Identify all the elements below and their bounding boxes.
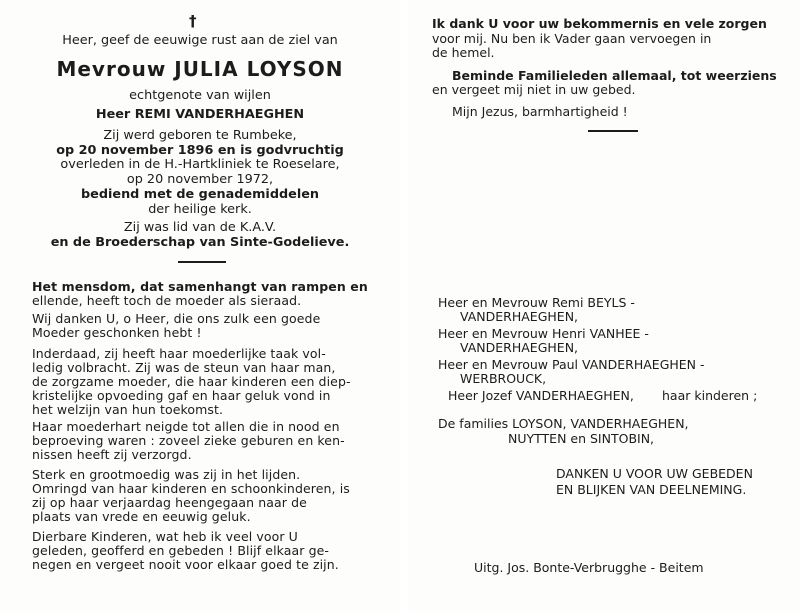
family-line: haar kinderen ; [662,388,758,403]
birth-line: Zij werd geboren te Rumbeke, [103,128,297,143]
birth-line: overleden in de H.-Hartkliniek te Roeselare, [60,157,340,172]
farewell-line: de hemel. [432,45,495,60]
paragraph-line: nissen heeft zij verzorgd. [32,447,192,462]
paragraph-line: beproeving waren : zoveel zieke geburen en ken- [32,433,345,448]
paragraph-line: Het mensdom, dat samenhangt van rampen en [32,279,368,294]
paragraph-line: Dierbare Kinderen, wat heb ik veel voor U [32,529,298,544]
families-line: De families LOYSON, VANDERHAEGHEN, [438,416,689,431]
birth-line: op 20 november 1972, [126,172,274,187]
membership-line: Zij was lid van de K.A.V. [123,220,277,235]
invocation: Mijn Jezus, barmhartigheid ! [452,104,628,119]
family-line: Heer en Mevrouw Henri VANHEE - [438,326,649,341]
paragraph-line: Moeder geschonken hebt ! [32,325,202,340]
family-line: Heer Jozef VANDERHAEGHEN, [448,388,634,403]
right-page [408,0,800,612]
paragraph-line: Inderdaad, zij heeft haar moederlijke taak vol- [32,346,326,361]
family-greeting-line: Beminde Familieleden allemaal, tot weerziens [452,68,777,83]
thanks-line: DANKEN U VOOR UW GEBEDEN [556,466,753,481]
spouse-name: Heer REMI VANDERHAEGHEN [95,107,305,122]
thanks-line: EN BLIJKEN VAN DEELNEMING. [556,482,747,497]
paragraph-line: Omringd van haar kinderen en schoonkinderen, is [32,481,350,496]
family-line: Heer en Mevrouw Paul VANDERHAEGHEN - [438,357,705,372]
paragraph-line: Wij danken U, o Heer, die ons zulk een goede [32,311,321,326]
membership-line: en de Broederschap van Sinte-Godelieve. [50,235,350,250]
deceased-name: Mevrouw JULIA LOYSON [56,57,344,81]
family-line: VANDERHAEGHEN, [460,340,579,355]
spouse-intro: echtgenote van wijlen [129,88,271,103]
families-line: NUYTTEN en SINTOBIN, [508,431,655,446]
family-greeting-line: en vergeet mij niet in uw gebed. [432,82,636,97]
page-gutter [400,0,408,612]
divider [588,130,638,132]
divider [178,261,226,263]
family-line: VANDERHAEGHEN, [460,309,579,324]
paragraph-line: Haar moederhart neigde tot allen die in nood en [32,419,340,434]
cross-icon: † [189,12,197,30]
birth-line: op 20 november 1896 en is godvruchtig [56,143,344,158]
prayer-line: Heer, geef de eeuwige rust aan de ziel van [62,33,338,48]
paragraph-line: het welzijn van hun toekomst. [32,402,224,417]
paragraph-line: Sterk en grootmoedig was zij in het lijden. [32,467,301,482]
birth-line: bediend met de genademiddelen [81,187,319,202]
farewell-line: voor mij. Nu ben ik Vader gaan vervoegen in [432,31,712,46]
printer-credit: Uitg. Jos. Bonte-Verbrugghe - Beitem [474,560,704,575]
paragraph-line: zij op haar verjaardag heengegaan naar de [32,495,307,510]
family-line: Heer en Mevrouw Remi BEYLS - [438,295,635,310]
paragraph-line: ellende, heeft toch de moeder als sieraad. [32,293,302,308]
paragraph-line: ledig volbracht. Zij was de steun van haar man, [32,360,336,375]
family-line: WERBROUCK, [460,371,547,386]
paragraph-line: kristelijke opvoeding gaf en haar geluk vond in [32,388,331,403]
farewell-line: Ik dank U voor uw bekommernis en vele zorgen [432,16,767,31]
paragraph-line: geleden, geofferd en gebeden ! Blijf elkaar ge- [32,543,330,558]
paragraph-line: negen en vergeet nooit voor elkaar goed te zijn. [32,557,339,572]
paragraph-line: de zorgzame moeder, die haar kinderen een diep- [32,374,351,389]
birth-line: der heilige kerk. [148,202,252,217]
paragraph-line: plaats van vrede en eeuwig geluk. [32,509,251,524]
